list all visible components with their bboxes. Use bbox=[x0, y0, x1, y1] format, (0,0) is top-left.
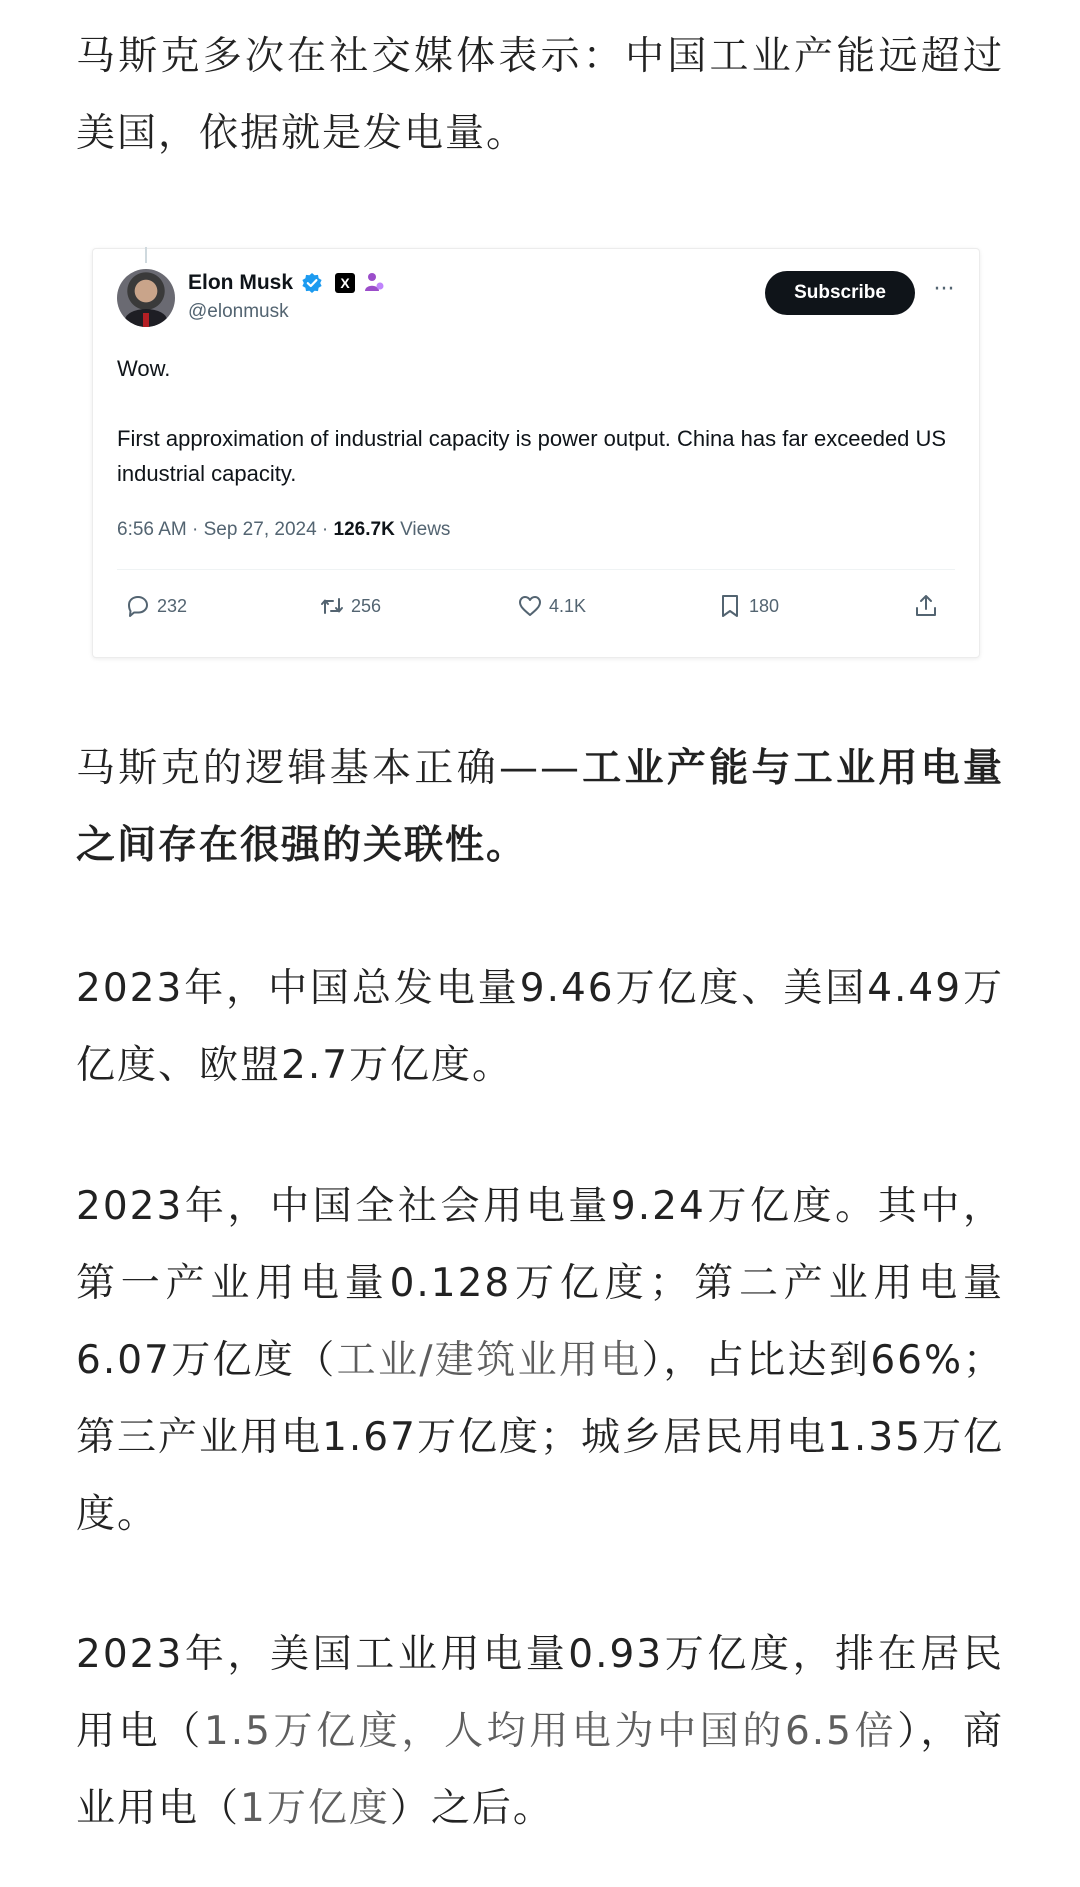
us-text-1: 2023年，美国工业用电量0.93万亿度，排在居民用电（ bbox=[76, 1632, 1004, 1754]
tweet-meta bbox=[117, 519, 450, 541]
avatar[interactable] bbox=[117, 269, 175, 327]
like-button[interactable] bbox=[517, 591, 586, 621]
tweet-display-name[interactable]: Elon Musk bbox=[188, 271, 294, 294]
bookmark-count: 180 bbox=[749, 595, 780, 616]
thread-line bbox=[145, 247, 147, 263]
consumption-paragraph bbox=[76, 1168, 1004, 1553]
retweet-button[interactable] bbox=[319, 591, 381, 621]
us-text-3: ）之后。 bbox=[389, 1786, 554, 1831]
retweet-icon bbox=[319, 593, 345, 619]
logic-text: 马斯克的逻辑基本正确—— bbox=[76, 746, 581, 791]
divider bbox=[117, 569, 955, 570]
bookmark-button[interactable] bbox=[717, 591, 779, 621]
retweet-count: 256 bbox=[351, 595, 382, 616]
embedded-tweet[interactable] bbox=[92, 248, 980, 658]
generation-text: 2023年，中国总发电量9.46万亿度、美国4.49万亿度、欧盟2.7万亿度。 bbox=[76, 966, 1004, 1088]
x-badge-icon: X bbox=[335, 273, 355, 293]
reply-button[interactable] bbox=[125, 591, 187, 621]
like-icon bbox=[517, 593, 543, 619]
logic-paragraph bbox=[76, 730, 1004, 884]
consumption-text-2: ），占比达到66%；第三产业用电1.67万亿度；城乡居民用电1.35万亿度。 bbox=[76, 1338, 1004, 1537]
tweet-timestamp[interactable]: 6:56 AM · Sep 27, 2024 · bbox=[117, 519, 334, 540]
tweet-views-count: 126.7K bbox=[333, 519, 395, 540]
like-count: 4.1K bbox=[549, 595, 587, 616]
more-options-icon[interactable]: ··· bbox=[933, 277, 955, 302]
tweet-views-label: Views bbox=[394, 519, 451, 540]
us-gray-text-2: 1万亿度 bbox=[240, 1786, 390, 1831]
share-button[interactable] bbox=[913, 591, 945, 621]
tweet-text-line2: First approximation of industrial capacity is power output. China has far exceeded US industrial capacity. bbox=[117, 426, 947, 486]
logic-bold-text: 工业产能与工业用电量之间存在很强的关联性。 bbox=[76, 746, 1004, 868]
us-text-2: ），商业用电（ bbox=[76, 1709, 1004, 1831]
share-icon bbox=[913, 593, 939, 619]
reply-icon bbox=[125, 593, 151, 619]
reply-count: 232 bbox=[157, 595, 188, 616]
us-paragraph bbox=[76, 1616, 1004, 1847]
bookmark-icon bbox=[717, 593, 743, 619]
verified-icon bbox=[301, 272, 323, 294]
us-gray-text-1: 1.5万亿度，人均用电为中国的6.5倍 bbox=[203, 1709, 898, 1754]
intro-text: 马斯克多次在社交媒体表示：中国工业产能远超过美国，依据就是发电量。 bbox=[76, 34, 1004, 156]
subscribe-button[interactable]: Subscribe bbox=[765, 271, 915, 315]
tweet-handle[interactable]: @elonmusk bbox=[188, 301, 289, 322]
consumption-gray-text: 工业/建筑业用电 bbox=[336, 1338, 642, 1383]
tweet-text-line1: Wow. bbox=[117, 356, 171, 381]
generation-paragraph bbox=[76, 950, 1004, 1104]
avatar-tie bbox=[143, 313, 149, 327]
consumption-text-1: 2023年，中国全社会用电量9.24万亿度。其中，第一产业用电量0.128万亿度；第二产业用电量6.07万亿度（ bbox=[76, 1184, 1004, 1383]
affiliate-icon bbox=[363, 271, 385, 293]
intro-paragraph bbox=[76, 18, 1004, 172]
